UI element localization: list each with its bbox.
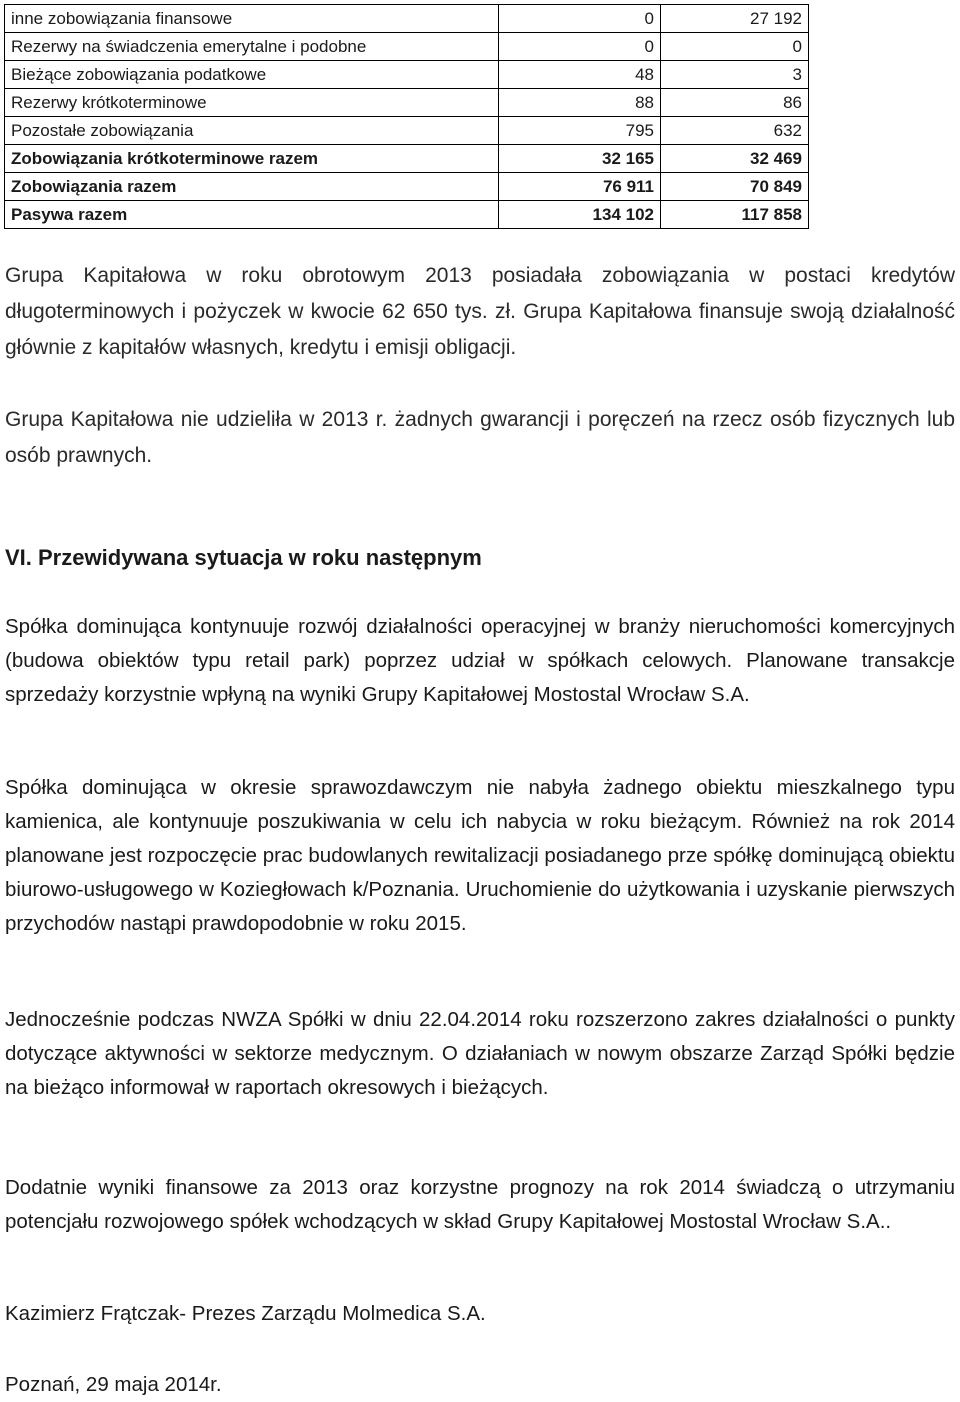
value-2013: 32 165 [499,145,661,173]
table-row [5,33,809,61]
value-2012: 117 858 [661,201,809,229]
table-row-total [5,145,809,173]
row-label: Rezerwy na świadczenia emerytalne i podobne [5,33,499,61]
value-2013: 795 [499,117,661,145]
value-2013: 134 102 [499,201,661,229]
row-label: Bieżące zobowiązania podatkowe [5,61,499,89]
paragraph-outlook: Dodatnie wyniki finansowe za 2013 oraz korzystne prognozy na rok 2014 świadczą o utrzymaniu potencjału rozwojowego spółek wchodzących w skład Grupy Kapitałowej Mostostal Wrocław S.A.. [5,1176,955,1233]
paragraph-medical-sector: Jednocześnie podczas NWZA Spółki w dniu 22.04.2014 roku rozszerzono zakres działalności o punkty dotyczące aktywności w sektorze medycznym. O działaniach w nowym obszarze Zarząd Spółki będzie na bieżąco informował w raportach okresowych i bieżących. [5,1008,955,1099]
table-row [5,89,809,117]
value-2013: 76 911 [499,173,661,201]
value-2013: 0 [499,33,661,61]
table-row [5,5,809,33]
signature: Kazimierz Frątczak- Prezes Zarządu Molmedica S.A. [5,1302,486,1325]
paragraph-liabilities: Grupa Kapitałowa w roku obrotowym 2013 posiadała zobowiązania w postaci kredytów długoterminowych i pożyczek w kwocie 62 650 tys. zł. Grupa Kapitałowa finansuje swoją działalność głównie z kapitałów własnych, kredytu i emisji obligacji. [5,264,955,359]
value-2012: 3 [661,61,809,89]
row-label: Zobowiązania razem [5,173,499,201]
section-heading: VI. Przewidywana sytuacja w roku następnym [5,545,482,570]
table-row [5,117,809,145]
value-2012: 27 192 [661,5,809,33]
value-2013: 0 [499,5,661,33]
value-2012: 70 849 [661,173,809,201]
place-date: Poznań, 29 maja 2014r. [5,1373,222,1396]
value-2012: 632 [661,117,809,145]
row-label: Rezerwy krótkoterminowe [5,89,499,117]
paragraph-development: Spółka dominująca kontynuuje rozwój działalności operacyjnej w branży nieruchomości komercyjnych (budowa obiektów typu retail park) poprzez udział w spółkach celowych. Planowane transakcje sprzedaży korzystnie wpłyną na wyniki Grupy Kapitałowej Mostostal Wrocław S.A. [5,615,955,706]
value-2012: 0 [661,33,809,61]
row-label: Pasywa razem [5,201,499,229]
paragraph-acquisitions: Spółka dominująca w okresie sprawozdawczym nie nabyła żadnego obiektu mieszkalnego typu kamienica, ale kontynuuje poszukiwania w celu ich nabycia w roku bieżącym. Również na rok 2014 planowane jest rozpoczęcie prac budowlanych rewitalizacji posiadanego prze spółkę dominującą obiektu biurowo-usługowego w Koziegłowach k/Poznania. Uruchomienie do użytkowania i uzyskanie pierwszych przychodów nastąpi prawdopodobnie w roku 2015. [5,776,955,935]
table-row [5,61,809,89]
row-label: Pozostałe zobowiązania [5,117,499,145]
table-row-total [5,201,809,229]
value-2013: 88 [499,89,661,117]
row-label: Zobowiązania krótkoterminowe razem [5,145,499,173]
table-row-total [5,173,809,201]
value-2012: 86 [661,89,809,117]
value-2012: 32 469 [661,145,809,173]
paragraph-guarantees: Grupa Kapitałowa nie udzieliła w 2013 r. żadnych gwarancji i poręczeń na rzecz osób fizycznych lub osób prawnych. [5,408,955,467]
value-2013: 48 [499,61,661,89]
row-label: inne zobowiązania finansowe [5,5,499,33]
liabilities-table [4,4,809,229]
